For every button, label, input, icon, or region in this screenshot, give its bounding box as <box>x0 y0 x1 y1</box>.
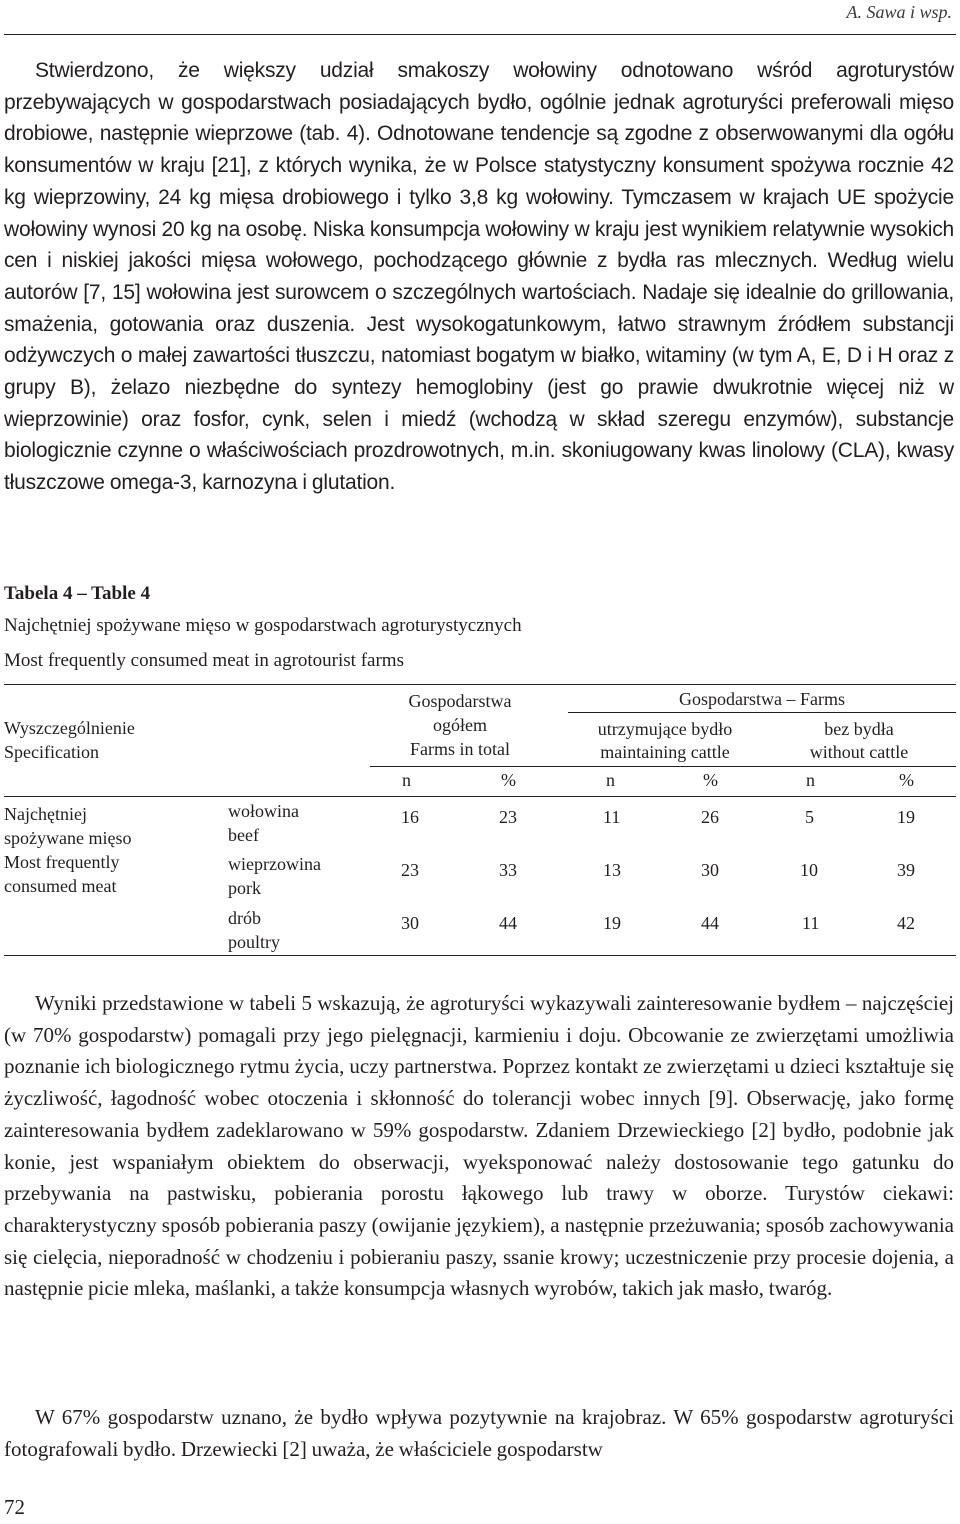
cell-value: 10 <box>800 860 818 880</box>
cell-value: 19 <box>897 807 915 827</box>
row-group-label-2: spożywane mięso <box>4 828 132 848</box>
cell-value: 30 <box>701 860 719 880</box>
table-bottom-rule <box>4 955 956 956</box>
header-bottom-rule <box>4 796 956 797</box>
row-label-pl: wieprzowina <box>228 854 321 874</box>
table-top-rule <box>4 684 956 685</box>
row-label-pl: wołowina <box>228 801 299 821</box>
body-paragraph-2: Wyniki przedstawione w tabeli 5 wskazują, że agroturyści wykazywali zainteresowanie bydłem – najczęściej (w 70% gospodarstw) pomagali przy jego pielęgnacji, karmieniu i doju. Obcowanie ze zwierzętami umożliwia poznanie ich biologicznego rytmu życia, uczy partnerstwa. Poprzez kontakt ze zwierzętami u dzieci kształtuje się życzliwość, łagodność wobec otoczenia i skłonność do tolerancji wobec innych [9]. Obserwację, jako formę zainteresowania bydłem zadeklarowano w 59% gospodarstw. Zdaniem Drzewieckiego [2] bydło, podobnie jak konie, jest wspaniałym obiektem do obserwacji, wyeksponować należy dostosowanie tego gatunku do przebywania na pastwisku, pobierania porostu łąkowego lub trawy w oborze. Turystów ciekawi: charakterystyczny sposób pobierania paszy (owijanie językiem), a następnie przeżuwania; sposób zachowywania się cielęcia, nieporadność w chodzeniu i pobieraniu paszy, ssanie krowy; uczestniczenie przy procesie dojenia, a następnie picie mleka, maślanki, a także konsumpcja własnych wyrobów, takich jak masło, twaróg. <box>4 991 954 1301</box>
cell-value: 13 <box>603 860 621 880</box>
header-farms: Gospodarstwa – Farms <box>679 689 845 709</box>
cell-value: 33 <box>499 860 517 880</box>
row-group-label-4: consumed meat <box>4 876 117 896</box>
cell-value: 11 <box>603 807 621 827</box>
cell-value: 23 <box>499 807 517 827</box>
body-paragraph-3: W 67% gospodarstw uznano, że bydło wpływa pozytywnie na krajobraz. W 65% gospodarstw agroturyści fotografowali bydło. Drzewiecki [2] uważa, że właściciele gospodarstw <box>4 1405 954 1461</box>
row-label-en: pork <box>228 878 261 898</box>
row-label-pl: drób <box>228 908 261 928</box>
cell-value: 44 <box>701 913 719 933</box>
header-total-pl-1: Gospodarstwa <box>408 691 512 711</box>
cell-value: 44 <box>499 913 517 933</box>
header-nocattle-pl: bez bydła <box>824 719 894 739</box>
row-label-en: poultry <box>228 932 280 952</box>
cell-value: 11 <box>802 913 820 933</box>
farms-group-rule <box>568 712 956 713</box>
header-total-pl-2: ogółem <box>433 715 487 735</box>
header-rule <box>4 34 956 35</box>
row-label-en: beef <box>228 825 259 845</box>
row-group-label-1: Najchętniej <box>4 804 87 824</box>
header-spec-pl: Wyszczególnienie <box>4 718 135 738</box>
cell-value: 30 <box>401 913 419 933</box>
cell-value: 39 <box>897 860 915 880</box>
body-paragraph-1: Stwierdzono, że większy udział smakoszy wołowiny odnotowano wśród agroturystów przebywających w gospodarstwach posiadających bydło, ogólnie jednak agroturyści preferowali mięso drobiowe, następnie wieprzowe (tab. 4). Odnotowane tendencje są zgodne z obserwowanymi dla ogółu konsumentów w kraju [21], z których wynika, że w Polsce statystyczny konsument spożywa rocznie 42 kg wieprzowiny, 24 kg mięsa drobiowego i tylko 3,8 kg wołowiny. Tymczasem w krajach UE spożycie wołowiny wynosi 20 kg na osobę. Niska konsumpcja wołowiny w kraju jest wynikiem relatywnie wysokich cen i niskiej jakości mięsa wołowego, pochodzącego głównie z bydła ras mlecznych. Według wielu autorów [7, 15] wołowina jest surowcem o szczególnych wartościach. Nadaje się idealnie do grillowania, smażenia, gotowania oraz duszenia. Jest wysokogatunkowym, łatwo strawnym źródłem substancji odżywczych o małej zawartości tłuszczu, natomiast bogatym w białko, witaminy (w tym A, E, D i H oraz z grupy B), żelazo niezbędne do syntezy hemoglobiny (jest go prawie dwukrotnie więcej niż w wieprzowinie) oraz fosfor, cynk, selen i miedź (wchodzą w skład szeregu enzymów), substancje biologicznie czynne o właściwościach prozdrowotnych, m.in. skoniugowany kwas linolowy (CLA), kwasy tłuszczowe omega-3, karnozyna i glutation. <box>4 59 954 495</box>
running-head: A. Sawa i wsp. <box>846 2 952 22</box>
cell-value: 26 <box>701 807 719 827</box>
table-caption-pl: Najchętniej spożywane mięso w gospodarstwach agroturystycznych <box>4 615 522 636</box>
table-caption-en: Most frequently consumed meat in agrotourist farms <box>4 650 404 671</box>
col-n-nocattle: n <box>806 770 815 790</box>
cell-value: 23 <box>401 860 419 880</box>
header-nocattle-en: without cattle <box>809 742 909 762</box>
col-pct-nocattle: % <box>899 770 914 790</box>
col-n-total: n <box>402 770 411 790</box>
header-cattle-pl: utrzymujące bydło <box>597 719 733 739</box>
col-pct-total: % <box>501 770 516 790</box>
header-spec-en: Specification <box>4 742 99 762</box>
header-total-en: Farms in total <box>410 739 510 759</box>
page-number: 72 <box>4 1495 25 1519</box>
row-group-label-3: Most frequently <box>4 852 120 872</box>
cell-value: 42 <box>897 913 915 933</box>
cell-value: 5 <box>805 807 814 827</box>
cell-value: 19 <box>603 913 621 933</box>
table-title: Tabela 4 – Table 4 <box>4 583 151 604</box>
col-pct-cattle: % <box>703 770 718 790</box>
header-rule-mid <box>370 766 956 767</box>
col-n-cattle: n <box>606 770 615 790</box>
header-cattle-en: maintaining cattle <box>600 742 730 762</box>
cell-value: 16 <box>401 807 419 827</box>
